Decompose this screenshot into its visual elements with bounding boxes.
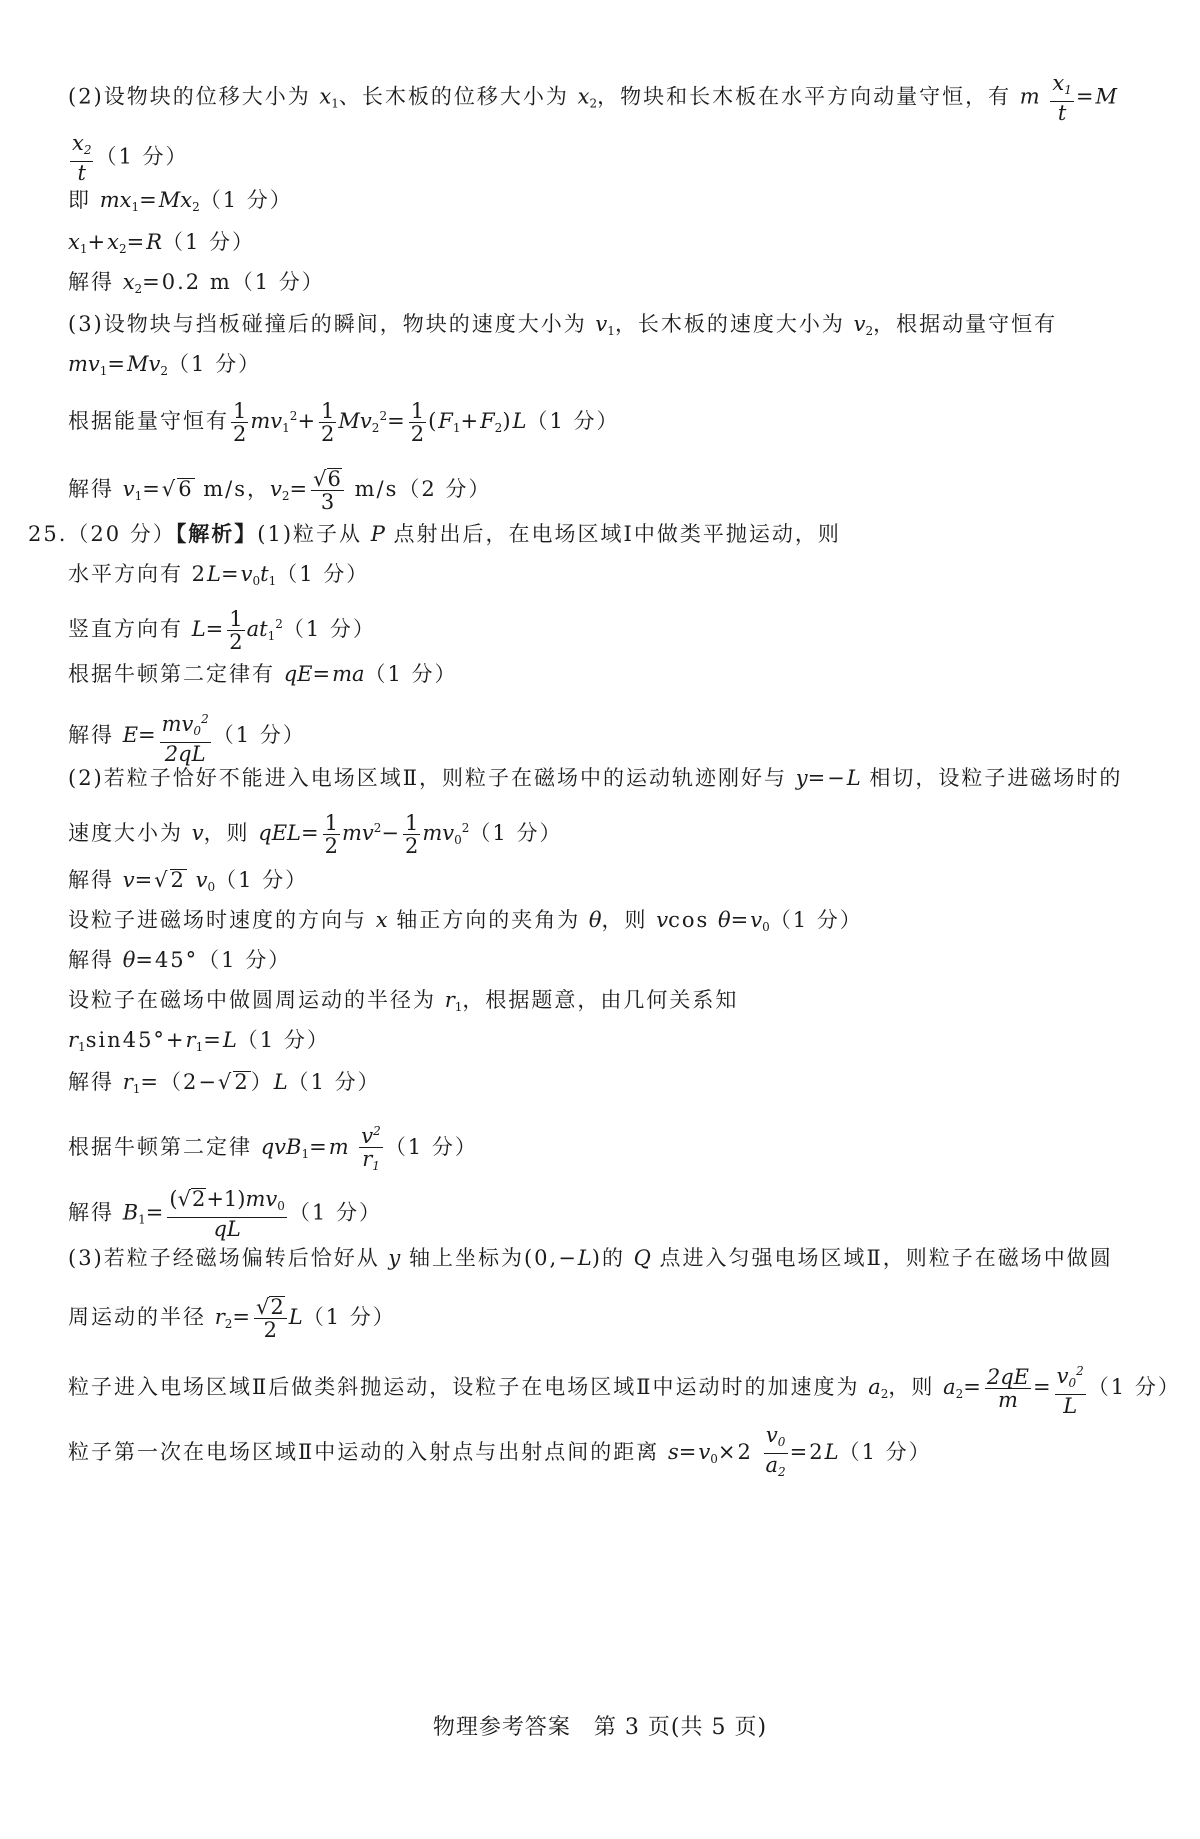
part2-intro-line: (2)设物块的位移大小为 $x_1$、长木板的位移大小为 $x_2$，物块和长木板在水平方向动量守恒，有 m $\frac{x_1}{t}$ =M xyxy=(68,71,1117,125)
displacement-sum: $x_1+x_2=R(1$ 分） xyxy=(68,230,256,256)
solve-v: 解得 v=√2 $v_0(1$ 分） xyxy=(68,868,309,894)
part3-intro-line: (3)设物块与挡板碰撞后的瞬间，物块的速度大小为 $v_1$，长木板的速度大小为 $v_2$，根据动量守恒有 xyxy=(68,312,1058,338)
momentum-equation: 即 $mx_1=Mx_2(1$ 分） xyxy=(68,188,293,214)
distance-s: 粒子第一次在电场区域Ⅱ中运动的入射点与出射点间的距离 $s=v_0\times 2$ $\frac{v_0}{a_2}$ =2L（1 分） xyxy=(68,1423,932,1479)
radius-r2: 周运动的半径 $r_2=$ $\frac{√2}{2}$ L（1 分） xyxy=(68,1295,396,1342)
work-energy-equation: 速度大小为 v，则 qEL= $\frac{1}{2}$ $mv^2-$ $\frac{1}{2}$ $mv_0^2(1$ 分） xyxy=(68,811,563,858)
question-25-heading: 25.（20 分）【解析】(1)粒子从 P 点射出后，在电场区域Ⅰ中做类平抛运动，则 xyxy=(28,521,841,546)
solve-B1: 解得 $B_1=$ $\frac{(√2+1)mv_0}{qL}$ （1 分） xyxy=(68,1187,382,1241)
geometry-equation: $r_1\sin 45^\circ+r_1=L(1$ 分） xyxy=(68,1028,330,1054)
horizontal-motion: 水平方向有 $2L=v_0t_1(1$ 分） xyxy=(68,562,370,588)
newton-second-law-2: 根据牛顿第二定律 qvB$_1$=m $\frac{v^2}{r_1}$ （1 分） xyxy=(68,1120,478,1177)
part2-fraction-line: $\frac{x_2}{t}$ （1 分） xyxy=(72,131,189,185)
part3-condition-line: (3)若粒子经磁场偏转后恰好从 y 轴上坐标为(0,−L)的 Q 点进入匀强电场区域Ⅱ，则粒子在磁场中做圆 xyxy=(68,1246,1113,1270)
solve-theta: 解得 θ=45°（1 分） xyxy=(68,948,292,972)
solve-E: 解得 E= $\frac{mv_0^2}{2qL}$ （1 分） xyxy=(68,708,306,765)
newton-second-law-1: 根据牛顿第二定律有 qE=ma（1 分） xyxy=(68,662,458,686)
acceleration-a2: 粒子进入电场区域Ⅱ后做类斜抛运动，设粒子在电场区域Ⅱ中运动时的加速度为 $a_2$，则 $a_2=$ $\frac{2qE}{m}$ = $\frac{v_0^2}{L}$ （1 分） xyxy=(68,1360,1181,1417)
momentum-velocity-equation: $mv_1=Mv_2(1$ 分） xyxy=(68,352,262,378)
vertical-motion: 竖直方向有 L= $\frac{1}{2}$ $at_1^2(1$ 分） xyxy=(68,607,376,654)
part2-condition-line: (2)若粒子恰好不能进入电场区域Ⅱ，则粒子在磁场中的运动轨迹刚好与 y=−L 相切，设粒子进磁场时的 xyxy=(68,766,1123,790)
page-footer: 物理参考答案 第 3 页(共 5 页) xyxy=(432,1715,768,1740)
solve-x2: 解得 $x_2=0.2$ m（1 分） xyxy=(68,270,325,296)
solve-velocities: 解得 $v_1=√6$ m/s，$v_2=$ $\frac{√6}{3}$ m/s（2 分） xyxy=(68,467,492,514)
angle-definition: 设粒子进磁场时速度的方向与 x 轴正方向的夹角为 θ，则 vcos $\theta=v_0(1$ 分） xyxy=(68,908,863,934)
solve-r1: 解得 $r_1=(2-√2)L(1$ 分） xyxy=(68,1070,381,1096)
radius-definition: 设粒子在磁场中做圆周运动的半径为 $r_1$，根据题意，由几何关系知 xyxy=(68,988,739,1014)
energy-conservation-equation: 根据能量守恒有 $\frac{1}{2}$ $mv_1^2+$ $\frac{1}{2}$ $Mv_2^2=$ $\frac{1}{2}$ $(F_1+F_2)L(1$ 分） xyxy=(68,399,620,446)
